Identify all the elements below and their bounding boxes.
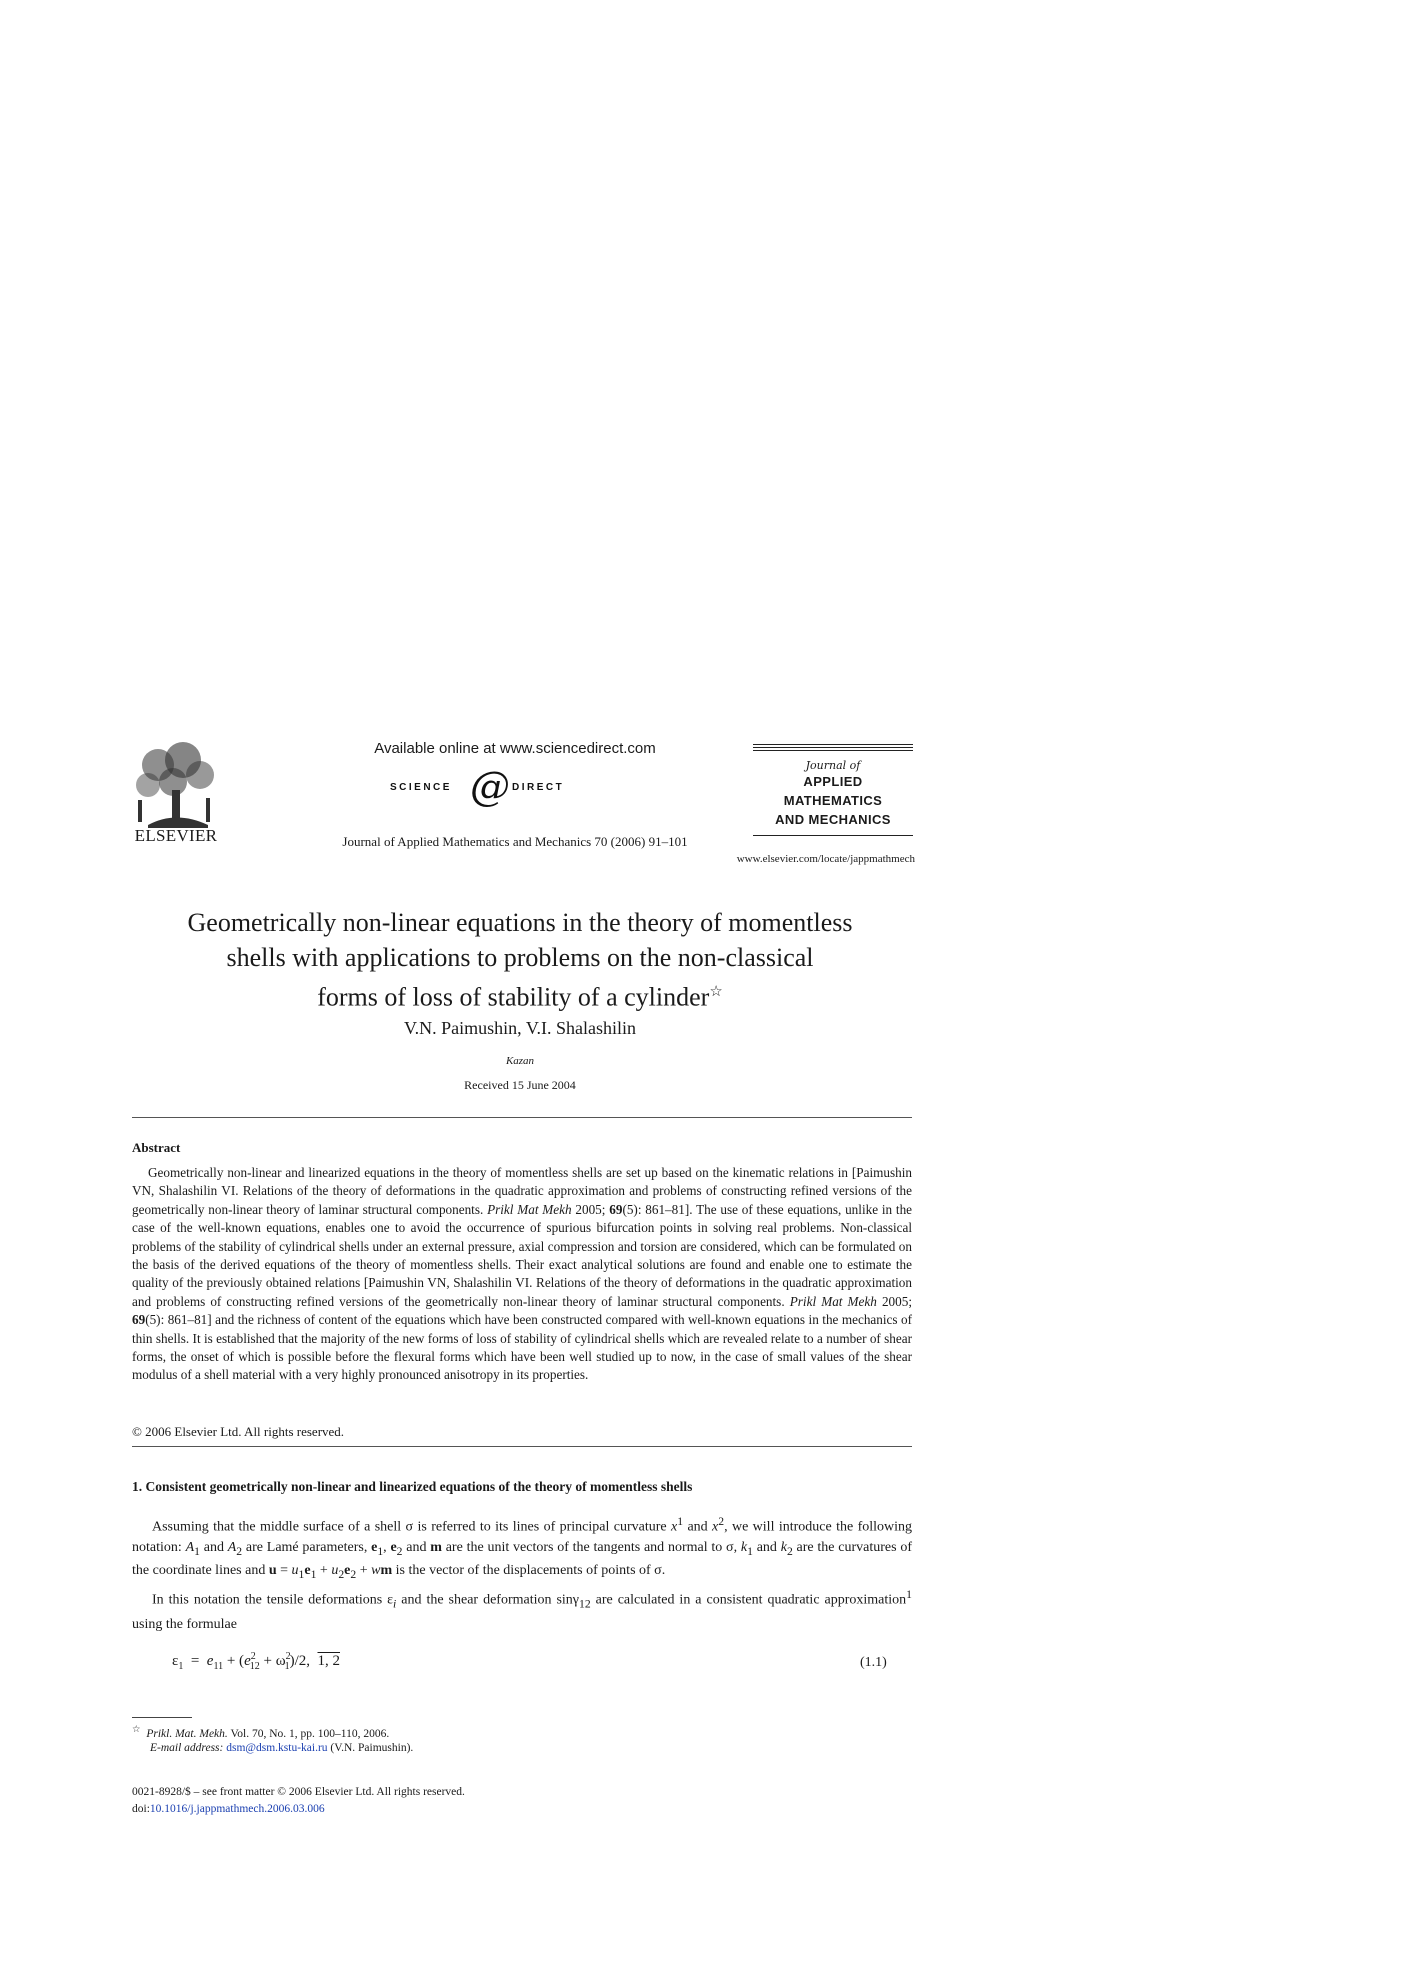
doi-link[interactable]: 10.1016/j.jappmathmech.2006.03.006 [149, 1803, 325, 1815]
equation-1-1: $\varepsilon_1 = e_{11} + (e^2_{12} + \omega^2_1)/2$, 1, 2 [172, 1651, 340, 1672]
article-title [140, 905, 900, 1015]
received-date: Received 15 June 2004 [464, 1078, 576, 1092]
paragraph-1: Assuming that the middle surface of a shell σ is referred to its lines of principal curvature $x^1$ and $x^2$, we will introduce the following notation: $A_1$ and $A_2$ are Lamé parameters, $e_1$, $e_2$ and m are the unit vectors of the tangents and normal to σ, $k_1$ and $k_2$ are the curvatures of the coordinate lines and $u = u_1e_1 + u_2e_2$ + wm is the vector of the displacements of points of σ. [132, 1515, 913, 1582]
footnote-rule [132, 1717, 192, 1718]
sciencedirect-right-word: DIRECT [512, 782, 565, 793]
copyright-line: © 2006 Elsevier Ltd. All rights reserved. [132, 1424, 345, 1439]
svg-text:@: @ [470, 764, 510, 808]
section-1-heading: 1. Consistent geometrically non-linear and linearized equations of the theory of momentless shells [132, 1479, 693, 1494]
section-1-body [132, 1512, 912, 1635]
issn-line: 0021-8928/$ – see front matter © 2006 Elsevier Ltd. All rights reserved. [132, 1786, 465, 1798]
footnote-email: E-mail address: dsm@dsm.kstu-kai.ru (V.N. Paimushin). [150, 1742, 414, 1754]
title-footnote-mark[interactable]: ☆ [709, 984, 723, 1000]
sciencedirect-left-word: SCIENCE [390, 782, 452, 793]
authors: V.N. Paimushin, V.I. Shalashilin [403, 1018, 637, 1038]
doi-line: doi:10.1016/j.jappmathmech.2006.03.006 [132, 1803, 325, 1815]
journal-masthead [753, 744, 913, 838]
divider-bottom [132, 1446, 912, 1447]
elsevier-wordmark: ELSEVIER [134, 826, 218, 845]
title-line-1: Geometrically non-linear equations in the theory of momentless [187, 908, 853, 937]
abstract-heading: Abstract [132, 1140, 181, 1155]
paragraph-2: In this notation the tensile deformations $\varepsilon_i$ and the shear deformation sinγ$_{12}$ are calculated in a consistent quadratic approximation$^1$ using the formulae [132, 1588, 912, 1632]
journal-url[interactable]: www.elsevier.com/locate/jappmathmech [736, 853, 915, 865]
journal-reference: Journal of Applied Mathematics and Mechanics 70 (2006) 91–101 [342, 834, 688, 849]
title-line-2: shells with applications to problems on the non-classical [226, 943, 814, 972]
journal-name-line-1: APPLIED [803, 774, 863, 789]
elsevier-tree-logo [128, 740, 224, 840]
title-line-3: forms of loss of stability of a cylinder [317, 982, 710, 1012]
journal-name-line-2: MATHEMATICS [783, 793, 883, 808]
equation-number: (1.1) [860, 1655, 887, 1670]
abstract-body: Geometrically non-linear and linearized equations in the theory of momentless shells are set up based on the kinematic relations in [Paimushin VN, Shalashilin VI. Relations of the theory of deformations in the quadratic approximation and problems of constructing refined versions of the geometrically non-linear theory of laminar structural components. Prikl Mat Mekh 2005; 69(5): 861–81]. The use of these equations, unlike in the case of the well-known equations, enables one to avoid the occurrence of spurious bifurcation points in solving real problems. Non-classical problems of the stability of cylindrical shells under an external pressure, axial compression and torsion are considered, which can be formulated on the basis of the derived equations of the theory of momentless shells. Their exact analytical solutions are found and enable one to estimate the quality of the previously obtained relations [Paimushin VN, Shalashilin VI. Relations of the theory of deformations in the quadratic approximation and problems of constructing refined versions of the geometrically non-linear theory of laminar structural components. Prikl Mat Mekh 2005; 69(5): 861–81] and the richness of content of the equations which have been constructed compared with well-known equations in the mechanics of thin shells. It is established that the majority of the new forms of loss of stability of cylindrical shells which are revealed relate to a number of shear forms, the onset of which is possible before the flexural forms which have been well studied up to now, in the case of small values of the shear modulus of a shell material with a very highly pronounced anisotropy in its properties. [132, 1165, 913, 1383]
available-online-text[interactable]: Available online at www.sciencedirect.com [374, 740, 656, 757]
journal-name-line-3: AND MECHANICS [775, 812, 891, 827]
footnote-citation: ☆ Prikl. Mat. Mekh. Vol. 70, No. 1, pp. 100–110, 2006. [132, 1724, 390, 1740]
journal-of-label: Journal of [805, 759, 861, 772]
email-link[interactable]: dsm@dsm.kstu-kai.ru [226, 1742, 328, 1754]
divider-top [132, 1117, 912, 1118]
affiliation: Kazan [505, 1055, 535, 1067]
sciencedirect-logo [390, 762, 650, 808]
